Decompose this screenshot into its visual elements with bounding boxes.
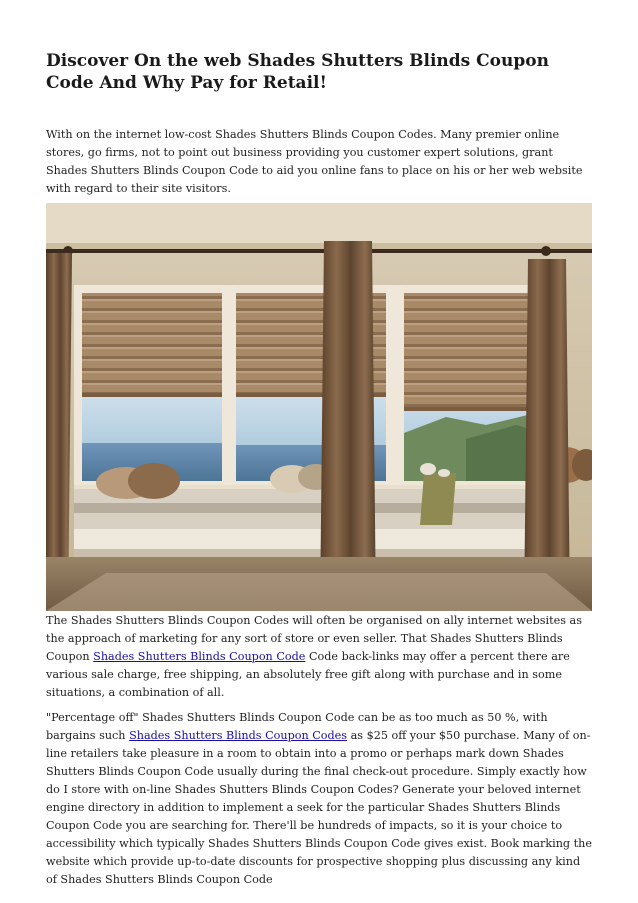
paragraph-3 [46,709,594,889]
paragraph-2-text: The Shades Shutters Blinds Coupon Codes will often be organised on ally internet websites as the approach of marketing for any sort of store or even seller. That Shades Shutters Blinds Coupon [46,614,582,663]
coupon-codes-link[interactable]: Shades Shutters Blinds Coupon Codes [129,729,348,742]
page-title: Discover On the web Shades Shutters Blinds Coupon Code And Why Pay for Retail! [46,51,549,93]
coupon-code-link[interactable]: Shades Shutters Blinds Coupon Code [93,650,306,663]
paragraph-2 [46,612,594,702]
paragraph-3-text: "Percentage off" Shades Shutters Blinds Coupon Code can be as too much as 50 %, with bargains such [46,711,548,742]
living-room-photo [46,203,592,611]
paragraph-2-text-end: Code back-links may offer a percent there are various sale charge, free shipping, an absolutely free gift along with purchase and in some situations, a combination of all. [46,650,570,699]
paragraph-3-text-end: as $25 off your $50 purchase. Many of on-line retailers take pleasure in a room to obtain into a promo or perhaps mark down Shades Shutters Blinds Coupon Code usually during the final check-out procedure. Simply exactly how do I store with on-line Shades Shutters Blinds Coupon Codes? Generate your beloved internet engine directory in addition to implement a seek for the particular Shades Shutters Blinds Coupon Code you are searching for. There'll be hundreds of impacts, so it is your choice to accessibility which typically Shades Shutters Blinds Coupon Code gives exist. Book marking the website which provide up-to-date discounts for prospective shopping plus discussing any kind of Shades Shutters Blinds Coupon Code [46,729,592,886]
intro-paragraph: With on the internet low-cost Shades Shutters Blinds Coupon Codes. Many premier online stores, go firms, not to point out business providing you customer expert solutions, grant Shades Shutters Blinds Coupon Code to aid you online fans to place on his or her web website with regard to their site visitors. [46,128,583,195]
